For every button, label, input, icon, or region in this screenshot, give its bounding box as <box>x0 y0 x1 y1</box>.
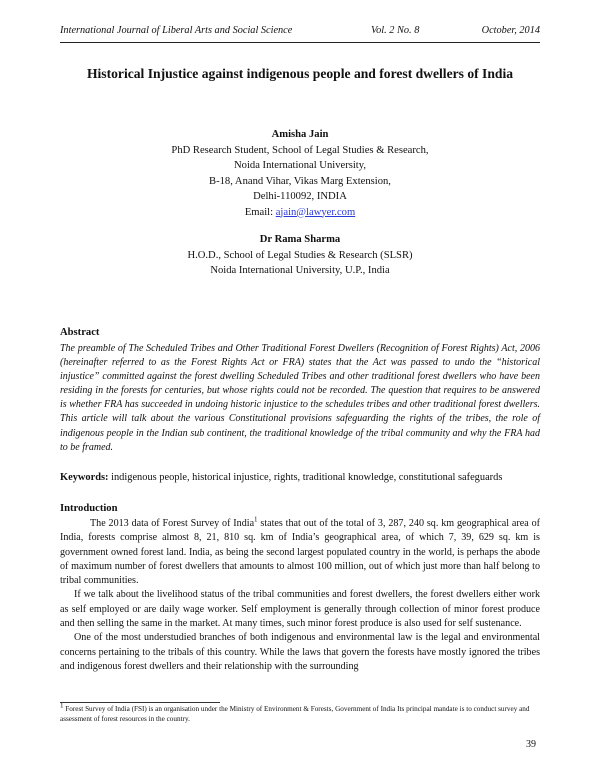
body-text <box>60 517 540 674</box>
paragraph: If we talk about the livelihood status of the tribal communities and forest dwellers, the forest dwellers either work as self employed or are daily wage worker. Self employment is generally through collection of minor forest produce and then selling the same in the market. At many times, such minor forest produce is also used for self sustenance. <box>60 589 540 630</box>
author-affiliation-line: Noida International University, <box>234 160 366 171</box>
author-name: Amisha Jain <box>271 129 329 140</box>
author-affiliation-line: PhD Research Student, School of Legal Studies & Research, <box>171 144 429 156</box>
author-affiliation-line: Noida International University, U.P., India <box>210 265 390 276</box>
abstract-heading: Abstract <box>60 327 100 338</box>
footnote <box>60 701 540 724</box>
abstract-text: The preamble of The Scheduled Tribes and Other Traditional Forest Dwellers (Recognition of Forest Rights) Act, 2006 (hereinafter referred to as the Forest Rights Act or FRA) states that the Act was passed to undo the “historical injustice” committed against the forest dwelling Scheduled Tribes and other traditional forest dwellers who have been residing in the forests for centuries, but whose rights could not be recorded. The question that requires to be answered is whether FRA has succeeded in undoing historic injustice to the schedules tribes and other traditional forest dwellers. This article will talk about the various Constitutional provisions safeguarding the rights of the tribes, the role of indigenous people in the Indian sub continent, the traditional knowledge of the tribal community and why the FRA had to be framed. <box>60 343 540 453</box>
journal-name: International Journal of Liberal Arts and Social Science <box>60 25 293 36</box>
paper-title: Historical Injustice against indigenous people and forest dwellers of India <box>86 66 514 81</box>
header-divider <box>60 42 540 43</box>
volume-number: Vol. 2 No. 8 <box>371 25 420 36</box>
issue-date: October, 2014 <box>481 25 540 36</box>
paragraph: One of the most understudied branches of both indigenous and environmental law is the legal and environmental concerns pertaining to the tribals of this country. While the laws that govern the forests have mostly ignored the tribes and indigenous forest dwellers and their relationship with the surrounding <box>60 632 540 672</box>
author-affiliation-line: B-18, Anand Vihar, Vikas Marg Extension, <box>209 175 391 187</box>
keywords-text: indigenous people, historical injustice, rights, traditional knowledge, constitutional safeguards <box>108 472 503 483</box>
footnote-divider <box>60 702 220 703</box>
author-name: Dr Rama Sharma <box>259 234 341 245</box>
paragraph-text: The 2013 data of Forest Survey of India <box>90 518 255 529</box>
footnote-reference[interactable]: 1 <box>254 515 258 524</box>
email-label: Email: <box>244 206 276 218</box>
page-number: 39 <box>526 739 536 750</box>
keywords-line <box>60 472 540 483</box>
paragraph <box>60 517 540 588</box>
author-affiliation-line: Delhi-110092, INDIA <box>253 191 347 202</box>
author-block-2 <box>100 232 500 279</box>
email-link[interactable]: ajain@lawyer.com <box>275 206 356 218</box>
footnote-mark: 1 <box>60 701 64 710</box>
footnote-text: Forest Survey of India (FSI) is an organisation under the Ministry of Environment & Forests, Government of India Its principal mandate is to conduct survey and assessment of forest resources in the country. <box>60 705 530 723</box>
author-block-1 <box>100 127 500 220</box>
author-email-line <box>100 205 500 221</box>
keywords-label: Keywords: <box>60 472 109 483</box>
running-header <box>60 25 540 43</box>
paragraph-text: states that out of the total of 3, 287, 240 sq. km geographical area of India, forests comprise almost 8, 21, 810 sq. km of India’s geographical area, of which 7, 39, 629 sq. km is government owned forest land. India, as being the second largest populated country in the world, is perhaps the abode of maximum number of forest dwellers that amounts to almost 100 million, out of which just more than half belong to tribal communities. <box>60 518 540 587</box>
introduction-heading: Introduction <box>60 503 118 514</box>
author-affiliation-line: H.O.D., School of Legal Studies & Research (SLSR) <box>187 249 413 261</box>
